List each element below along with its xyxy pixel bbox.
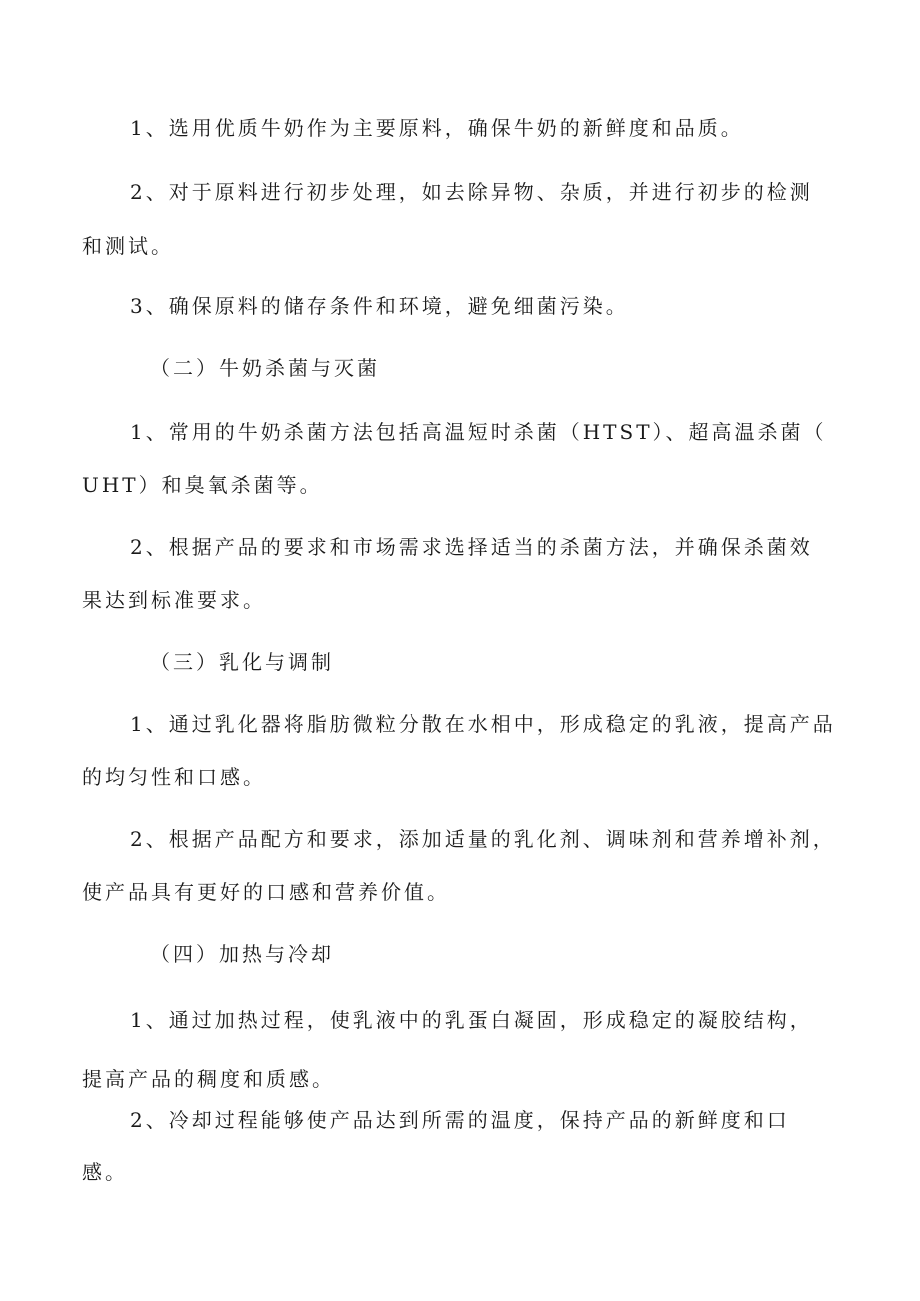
paragraph-line: 1、通过加热过程，使乳液中的乳蛋白凝固，形成稳定的凝胶结构， — [130, 1008, 813, 1032]
paragraph-line: 1、常用的牛奶杀菌方法包括高温短时杀菌（HTST）、超高温杀菌（ — [130, 420, 827, 444]
paragraph-line: 提高产品的稠度和质感。 — [82, 1067, 335, 1091]
section-heading: （二）牛奶杀菌与灭菌 — [150, 356, 380, 380]
paragraph-line: 果达到标准要求。 — [82, 588, 266, 612]
section-heading: （四）加热与冷却 — [150, 942, 334, 966]
paragraph-line: 和测试。 — [82, 234, 174, 258]
paragraph-line: 感。 — [82, 1160, 128, 1184]
paragraph-line: 使产品具有更好的口感和营养价值。 — [82, 880, 450, 904]
paragraph-line: 的均匀性和口感。 — [82, 765, 266, 789]
paragraph-line: 1、通过乳化器将脂肪微粒分散在水相中，形成稳定的乳液，提高产品 — [130, 712, 836, 736]
paragraph-line: 2、根据产品的要求和市场需求选择适当的杀菌方法，并确保杀菌效 — [130, 535, 813, 559]
paragraph-line: 2、根据产品配方和要求，添加适量的乳化剂、调味剂和营养增补剂， — [130, 827, 836, 851]
paragraph-line: 2、冷却过程能够使产品达到所需的温度，保持产品的新鲜度和口 — [130, 1108, 790, 1132]
section-heading: （三）乳化与调制 — [150, 650, 334, 674]
paragraph-line: 3、确保原料的储存条件和环境，避免细菌污染。 — [130, 294, 629, 318]
paragraph-line: 1、选用优质牛奶作为主要原料，确保牛奶的新鲜度和品质。 — [130, 116, 744, 140]
paragraph-line: UHT）和臭氧杀菌等。 — [82, 473, 323, 497]
paragraph-line: 2、对于原料进行初步处理，如去除异物、杂质，并进行初步的检测 — [130, 180, 813, 204]
